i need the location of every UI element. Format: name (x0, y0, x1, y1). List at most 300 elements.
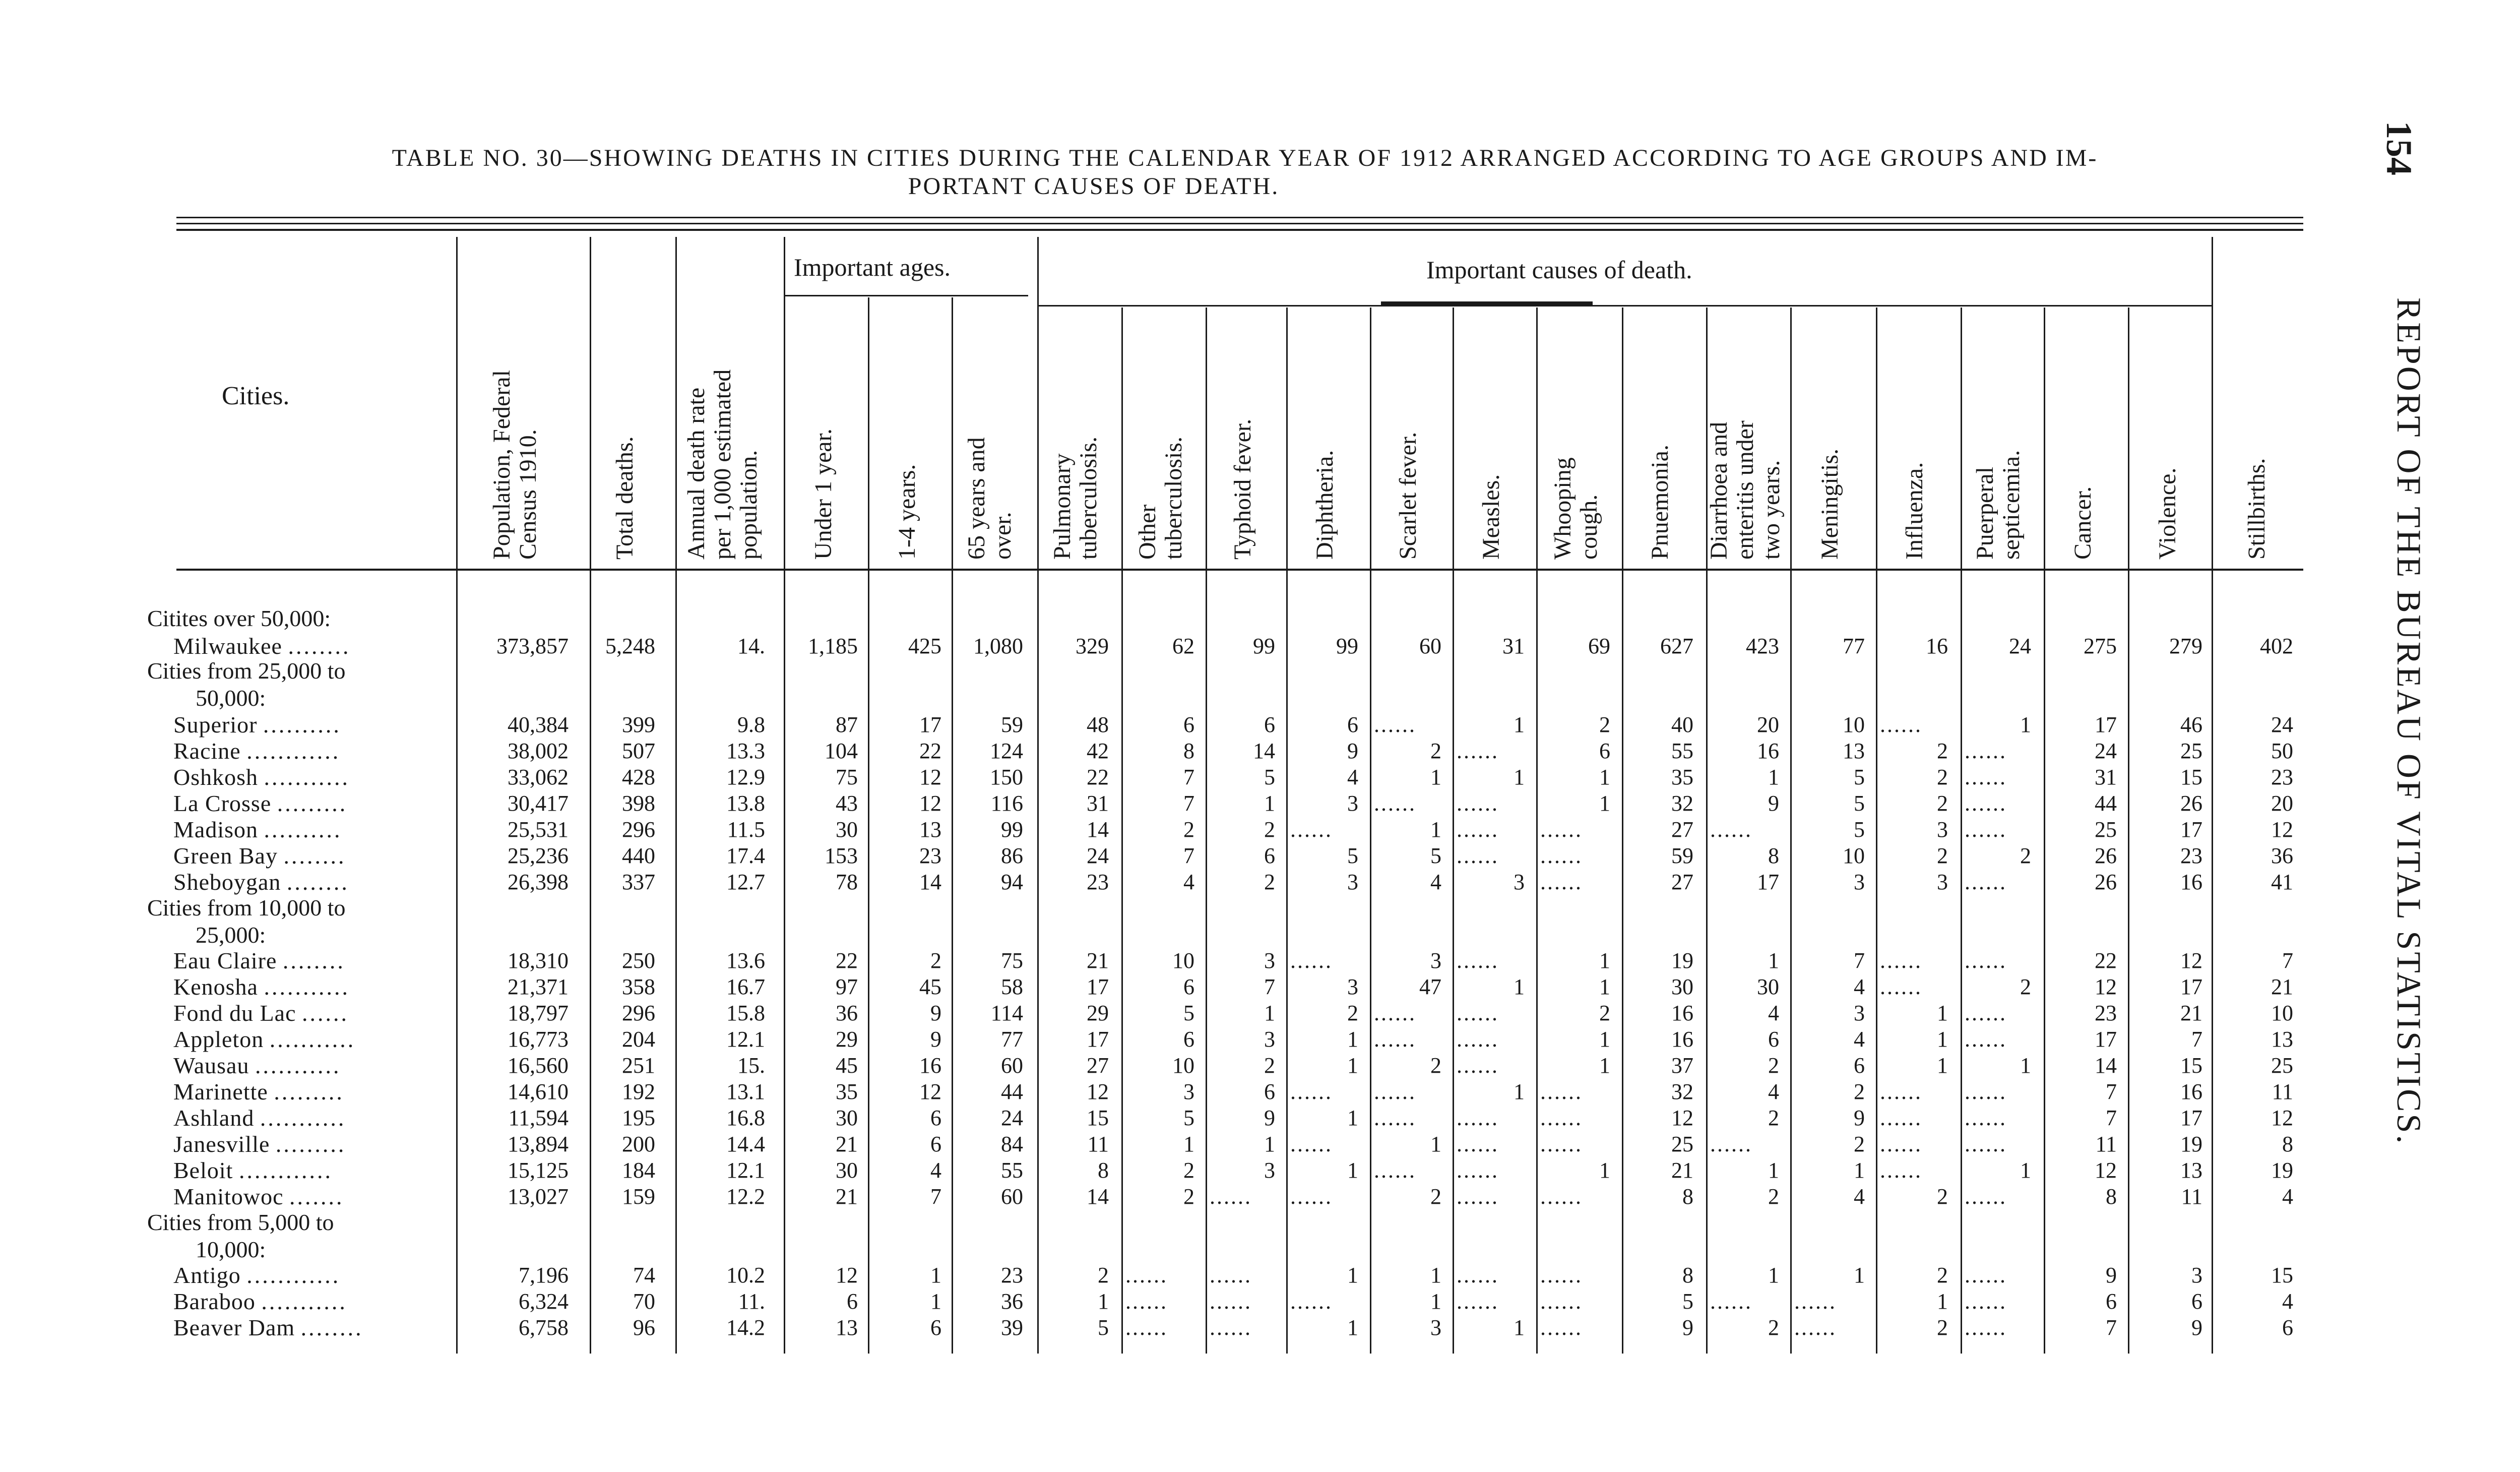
table-cell-pneumonia: 8 (1682, 1263, 1693, 1287)
cities-column-header: Cities. (222, 382, 290, 410)
column-header-total (612, 247, 638, 560)
column-header-influenza (1902, 247, 1928, 560)
table-cell-meningitis: 3 (1854, 870, 1865, 894)
table-cell-pulm_tb: 23 (1087, 870, 1109, 894)
table-cell-puerperal: 1 (2020, 712, 2031, 737)
table-cell-stillbirths: 4 (2282, 1289, 2293, 1314)
table-cell-measles: ...... (1457, 1263, 1499, 1287)
table-cell-y65: 75 (1001, 948, 1023, 973)
table-cell-cancer: 44 (2095, 791, 2117, 816)
table-cell-stillbirths: 12 (2271, 1106, 2293, 1130)
table-cell-diarrhoea: 2 (1768, 1315, 1779, 1340)
table-cell-diphtheria: 2 (1347, 1001, 1358, 1025)
city-name (147, 632, 455, 660)
table-cell-other_tb: ...... (1125, 1289, 1168, 1314)
table-cell-other_tb: 1 (1183, 1132, 1194, 1156)
city-name (147, 1052, 455, 1080)
table-cell-measles: ...... (1457, 1158, 1499, 1183)
table-cell-measles: 1 (1514, 765, 1525, 789)
table-cell-other_tb: 6 (1183, 1027, 1194, 1052)
table-cell-under1: 30 (836, 817, 858, 842)
table-cell-puerperal: ...... (1965, 739, 2007, 763)
table-cell-scarlet: ...... (1374, 1027, 1416, 1052)
table-cell-diphtheria: 99 (1336, 634, 1358, 658)
table-cell-other_tb: 62 (1172, 634, 1194, 658)
table-cell-puerperal: ...... (1965, 791, 2007, 816)
table-cell-y65: 94 (1001, 870, 1023, 894)
table-cell-pneumonia: 16 (1671, 1027, 1693, 1052)
column-header-diarrhoea (1706, 247, 1785, 560)
table-cell-under1: 21 (836, 1184, 858, 1209)
table-cell-violence: 21 (2180, 1001, 2202, 1025)
table-cell-diarrhoea: 4 (1768, 1079, 1779, 1104)
table-cell-other_tb: 7 (1183, 843, 1194, 868)
column-header-under1 (810, 247, 837, 560)
table-cell-pneumonia: 59 (1671, 843, 1693, 868)
table-cell-measles: ...... (1457, 948, 1499, 973)
table-cell-pulm_tb: 1 (1098, 1289, 1109, 1314)
table-cell-diarrhoea: ...... (1710, 817, 1752, 842)
table-cell-rate: 16.8 (726, 1106, 765, 1130)
table-cell-stillbirths: 11 (2272, 1079, 2293, 1104)
column-header-line: Pnuemonia. (1647, 445, 1673, 560)
table-cell-diphtheria: ...... (1290, 1289, 1333, 1314)
column-header-line: two years. (1758, 460, 1785, 560)
column-header-cancer (2070, 247, 2096, 560)
table-cell-population: 7,196 (519, 1263, 569, 1287)
column-separator (1206, 308, 1207, 1354)
table-cell-diphtheria: ...... (1290, 817, 1333, 842)
table-cell-pulm_tb: 21 (1087, 948, 1109, 973)
column-header-line: Meningitis. (1816, 448, 1843, 560)
table-cell-population: 38,002 (508, 739, 569, 763)
table-cell-influenza: ...... (1880, 1106, 1922, 1130)
column-header-scarlet (1395, 247, 1421, 560)
table-cell-whooping: ...... (1540, 1289, 1583, 1314)
table-cell-stillbirths: 6 (2282, 1315, 2293, 1340)
table-cell-stillbirths: 4 (2282, 1184, 2293, 1209)
table-cell-influenza: 1 (1937, 1027, 1948, 1052)
table-cell-stillbirths: 23 (2271, 765, 2293, 789)
table-cell-population: 11,594 (508, 1106, 569, 1130)
table-cell-total: 250 (622, 948, 655, 973)
leader-dots: ........ (286, 869, 349, 895)
table-cell-pulm_tb: 329 (1076, 634, 1109, 658)
table-cell-diarrhoea: 2 (1768, 1106, 1779, 1130)
table-cell-typhoid: 6 (1264, 1079, 1275, 1104)
table-cell-under1: 1,185 (808, 634, 858, 658)
table-cell-y65: 58 (1001, 974, 1023, 999)
city-name-text: Oshkosh (173, 764, 259, 790)
table-cell-y1_4: 4 (930, 1158, 941, 1183)
city-name-text: Manitowoc (173, 1184, 284, 1209)
table-cell-violence: 23 (2180, 843, 2202, 868)
table-cell-population: 373,857 (496, 634, 569, 658)
table-cell-influenza: 2 (1937, 843, 1948, 868)
city-name (147, 1025, 455, 1054)
table-cell-puerperal: 2 (2020, 843, 2031, 868)
table-cell-diarrhoea: 8 (1768, 843, 1779, 868)
column-header-line: tuberculosis. (1160, 437, 1187, 560)
table-cell-rate: 13.6 (726, 948, 765, 973)
table-cell-whooping: 1 (1599, 974, 1610, 999)
table-cell-rate: 16.7 (726, 974, 765, 999)
table-cell-under1: 29 (836, 1027, 858, 1052)
table-cell-stillbirths: 36 (2271, 843, 2293, 868)
table-cell-cancer: 17 (2095, 1027, 2117, 1052)
table-cell-diphtheria: 1 (1347, 1027, 1358, 1052)
table-cell-diarrhoea: 6 (1768, 1027, 1779, 1052)
column-header-line: Typhoid fever. (1229, 418, 1256, 560)
city-name-text: Janesville (173, 1131, 270, 1157)
city-name-text: Milwaukee (173, 633, 282, 659)
leader-dots: ........ (300, 1315, 363, 1340)
table-cell-stillbirths: 402 (2260, 634, 2293, 658)
table-cell-scarlet: 3 (1430, 948, 1441, 973)
table-cell-y1_4: 1 (930, 1263, 941, 1287)
table-cell-diphtheria: 5 (1347, 843, 1358, 868)
leader-dots: ........... (261, 1289, 347, 1314)
table-cell-other_tb: 10 (1172, 1053, 1194, 1078)
column-header-line: per 1,000 estimated (709, 369, 736, 560)
table-cell-y1_4: 6 (930, 1132, 941, 1156)
table-cell-diarrhoea: 20 (1757, 712, 1779, 737)
table-cell-pneumonia: 19 (1671, 948, 1693, 973)
table-cell-diphtheria: 1 (1347, 1158, 1358, 1183)
column-header-line: 1-4 years. (894, 464, 920, 560)
table-cell-violence: 279 (2169, 634, 2202, 658)
table-cell-y65: 114 (990, 1001, 1023, 1025)
table-cell-other_tb: 8 (1183, 739, 1194, 763)
table-cell-influenza: ...... (1880, 1132, 1922, 1156)
table-cell-under1: 21 (836, 1132, 858, 1156)
column-header-line: cough. (1576, 494, 1602, 560)
table-cell-diarrhoea: 1 (1768, 1263, 1779, 1287)
column-header-line: Stillbirths. (2243, 458, 2270, 560)
table-cell-total: 398 (622, 791, 655, 816)
table-cell-stillbirths: 7 (2282, 948, 2293, 973)
table-cell-typhoid: 3 (1264, 1158, 1275, 1183)
column-header-line: Population, Federal (488, 370, 515, 560)
table-cell-other_tb: ...... (1125, 1315, 1168, 1340)
table-cell-whooping: ...... (1540, 1132, 1583, 1156)
table-cell-whooping: 1 (1599, 1027, 1610, 1052)
table-cell-diphtheria: 4 (1347, 765, 1358, 789)
city-name (147, 763, 455, 791)
table-cell-diarrhoea: 1 (1768, 765, 1779, 789)
column-separator (590, 237, 591, 1354)
leader-dots: .......... (264, 817, 342, 842)
table-cell-pulm_tb: 14 (1087, 1184, 1109, 1209)
table-cell-typhoid: 99 (1253, 634, 1275, 658)
table-cell-violence: 3 (2191, 1263, 2202, 1287)
table-cell-meningitis: 13 (1843, 739, 1865, 763)
table-cell-scarlet: 1 (1430, 1289, 1441, 1314)
table-cell-pneumonia: 32 (1671, 791, 1693, 816)
table-cell-measles: 31 (1502, 634, 1525, 658)
table-cell-whooping: 1 (1599, 1053, 1610, 1078)
table-cell-stillbirths: 10 (2271, 1001, 2293, 1025)
column-separator (784, 237, 785, 1354)
column-separator (1370, 308, 1371, 1354)
leader-dots: ........... (255, 1053, 341, 1078)
table-cell-puerperal: ...... (1965, 1079, 2007, 1104)
table-cell-population: 6,324 (519, 1289, 569, 1314)
table-cell-diarrhoea: ...... (1710, 1132, 1752, 1156)
table-cell-total: 184 (622, 1158, 655, 1183)
table-title-line2: PORTANT CAUSES OF DEATH. (908, 173, 1280, 200)
table-cell-under1: 36 (836, 1001, 858, 1025)
table-cell-puerperal: ...... (1965, 1289, 2007, 1314)
table-cell-y1_4: 425 (908, 634, 941, 658)
table-cell-pulm_tb: 31 (1087, 791, 1109, 816)
table-cell-measles: ...... (1457, 739, 1499, 763)
table-cell-diphtheria: 3 (1347, 791, 1358, 816)
table-cell-y65: 23 (1001, 1263, 1023, 1287)
column-header-population (489, 247, 541, 560)
table-cell-rate: 11. (738, 1289, 765, 1314)
table-cell-other_tb: 2 (1183, 817, 1194, 842)
table-cell-violence: 15 (2180, 765, 2202, 789)
table-cell-pulm_tb: 42 (1087, 739, 1109, 763)
column-header-stillbirths (2244, 247, 2270, 560)
table-cell-typhoid: 3 (1264, 948, 1275, 973)
city-name-text: Eau Claire (173, 948, 277, 973)
table-cell-cancer: 11 (2095, 1132, 2117, 1156)
table-cell-total: 251 (622, 1053, 655, 1078)
table-cell-pulm_tb: 29 (1087, 1001, 1109, 1025)
table-cell-meningitis: ...... (1794, 1289, 1837, 1314)
table-cell-violence: 9 (2191, 1315, 2202, 1340)
table-cell-puerperal: ...... (1965, 817, 2007, 842)
table-cell-scarlet: 3 (1430, 1315, 1441, 1340)
table-cell-under1: 75 (836, 765, 858, 789)
table-cell-stillbirths: 24 (2271, 712, 2293, 737)
table-cell-pneumonia: 12 (1671, 1106, 1693, 1130)
table-cell-pulm_tb: 11 (1087, 1132, 1109, 1156)
table-cell-rate: 15. (737, 1053, 765, 1078)
table-cell-typhoid: 1 (1264, 1132, 1275, 1156)
table-cell-meningitis: 6 (1854, 1053, 1865, 1078)
table-cell-cancer: 22 (2095, 948, 2117, 973)
table-cell-stillbirths: 41 (2271, 870, 2293, 894)
table-cell-measles: ...... (1457, 1106, 1499, 1130)
table-cell-diphtheria: ...... (1290, 1132, 1333, 1156)
table-cell-y1_4: 7 (930, 1184, 941, 1209)
leader-dots: ....... (289, 1184, 344, 1209)
top-rule-1 (176, 217, 2303, 218)
table-cell-cancer: 8 (2106, 1184, 2117, 1209)
table-cell-stillbirths: 8 (2282, 1132, 2293, 1156)
table-cell-meningitis: 5 (1854, 765, 1865, 789)
table-cell-population: 40,384 (508, 712, 569, 737)
city-name-text: Green Bay (173, 843, 278, 869)
table-cell-violence: 17 (2180, 1106, 2202, 1130)
city-name (147, 737, 455, 765)
city-name (147, 868, 455, 896)
table-cell-y1_4: 6 (930, 1315, 941, 1340)
table-cell-meningitis: 77 (1843, 634, 1865, 658)
column-header-line: tuberculosis. (1075, 437, 1102, 560)
table-cell-pulm_tb: 8 (1098, 1158, 1109, 1183)
table-cell-influenza: 2 (1937, 765, 1948, 789)
table-cell-diarrhoea: 16 (1757, 739, 1779, 763)
table-cell-violence: 17 (2180, 974, 2202, 999)
city-name-text: Baraboo (173, 1289, 256, 1314)
table-cell-y1_4: 2 (930, 948, 941, 973)
table-cell-scarlet: ...... (1374, 791, 1416, 816)
table-cell-influenza: 2 (1937, 1263, 1948, 1287)
table-cell-under1: 6 (847, 1289, 858, 1314)
table-cell-y65: 36 (1001, 1289, 1023, 1314)
leader-dots: ........... (269, 1026, 356, 1052)
column-separator (1790, 308, 1792, 1354)
city-name-text: Ashland (173, 1105, 255, 1131)
leader-dots: ............ (238, 1157, 333, 1183)
table-cell-puerperal: ...... (1965, 1263, 2007, 1287)
city-name (147, 816, 455, 844)
top-rule-3 (176, 229, 2303, 231)
table-cell-typhoid: 3 (1264, 1027, 1275, 1052)
table-cell-violence: 6 (2191, 1289, 2202, 1314)
section-heading (147, 1209, 460, 1263)
table-cell-diphtheria: 1 (1347, 1106, 1358, 1130)
table-cell-y65: 150 (990, 765, 1023, 789)
table-cell-under1: 30 (836, 1106, 858, 1130)
city-name-text: Marinette (173, 1079, 268, 1105)
table-cell-measles: 1 (1514, 1315, 1525, 1340)
table-cell-typhoid: 2 (1264, 1053, 1275, 1078)
city-name (147, 789, 455, 818)
table-cell-cancer: 14 (2095, 1053, 2117, 1078)
column-separator (1622, 308, 1623, 1354)
leader-dots: ......... (277, 790, 348, 816)
table-cell-pulm_tb: 17 (1087, 974, 1109, 999)
city-name (147, 947, 455, 975)
table-cell-total: 399 (622, 712, 655, 737)
table-cell-diphtheria: ...... (1290, 1079, 1333, 1104)
table-cell-under1: 43 (836, 791, 858, 816)
table-cell-other_tb: 6 (1183, 712, 1194, 737)
column-header-diphtheria (1312, 247, 1338, 560)
table-cell-population: 18,310 (508, 948, 569, 973)
table-cell-scarlet: 2 (1430, 1053, 1441, 1078)
city-name (147, 1183, 455, 1211)
section-heading (147, 657, 460, 712)
column-header-whooping (1550, 247, 1602, 560)
table-cell-diphtheria: ...... (1290, 948, 1333, 973)
column-separator (1961, 308, 1962, 1354)
table-cell-total: 428 (622, 765, 655, 789)
table-cell-stillbirths: 20 (2271, 791, 2293, 816)
column-header-pulm_tb (1049, 247, 1102, 560)
city-name (147, 842, 455, 870)
table-cell-whooping: 1 (1599, 791, 1610, 816)
city-name-text: Appleton (173, 1026, 264, 1052)
column-separator (2212, 237, 2213, 1354)
table-cell-pulm_tb: 27 (1087, 1053, 1109, 1078)
table-cell-rate: 17.4 (726, 843, 765, 868)
table-cell-total: 204 (622, 1027, 655, 1052)
table-cell-total: 195 (622, 1106, 655, 1130)
column-header-line: Diarrhoea and (1706, 421, 1732, 560)
section-heading-line: Citites over 50,000: (147, 605, 331, 631)
table-cell-under1: 45 (836, 1053, 858, 1078)
table-cell-influenza: 3 (1937, 870, 1948, 894)
table-cell-typhoid: ...... (1210, 1289, 1252, 1314)
column-separator (868, 297, 869, 1354)
table-cell-y65: 86 (1001, 843, 1023, 868)
table-cell-scarlet: 47 (1419, 974, 1441, 999)
table-cell-scarlet: ...... (1374, 1001, 1416, 1025)
table-cell-cancer: 24 (2095, 739, 2117, 763)
table-cell-y65: 39 (1001, 1315, 1023, 1340)
table-cell-under1: 97 (836, 974, 858, 999)
table-cell-puerperal: ...... (1965, 765, 2007, 789)
table-cell-y1_4: 12 (919, 791, 941, 816)
column-separator (1037, 237, 1039, 1354)
table-cell-total: 192 (622, 1079, 655, 1104)
table-cell-under1: 12 (836, 1263, 858, 1287)
table-cell-influenza: 2 (1937, 739, 1948, 763)
table-cell-pulm_tb: 15 (1087, 1106, 1109, 1130)
table-cell-puerperal: ...... (1965, 1132, 2007, 1156)
table-cell-stillbirths: 25 (2271, 1053, 2293, 1078)
column-header-line: over. (989, 512, 1016, 560)
table-cell-measles: 1 (1514, 974, 1525, 999)
table-cell-total: 96 (633, 1315, 655, 1340)
page-number: 154 (2379, 121, 2419, 175)
table-cell-measles: ...... (1457, 1053, 1499, 1078)
table-cell-pneumonia: 25 (1671, 1132, 1693, 1156)
table-cell-rate: 13.8 (726, 791, 765, 816)
table-cell-under1: 153 (825, 843, 858, 868)
column-header-line: Scarlet fever. (1395, 432, 1421, 560)
table-cell-other_tb: 5 (1183, 1106, 1194, 1130)
leader-dots: ........ (282, 948, 345, 973)
table-cell-under1: 30 (836, 1158, 858, 1183)
table-cell-measles: ...... (1457, 1001, 1499, 1025)
column-header-line: Measles. (1478, 474, 1504, 560)
table-cell-rate: 13.1 (726, 1079, 765, 1104)
table-cell-scarlet: 60 (1419, 634, 1441, 658)
table-cell-cancer: 12 (2095, 1158, 2117, 1183)
leader-dots: ........... (260, 1105, 346, 1131)
table-cell-population: 33,062 (508, 765, 569, 789)
table-cell-pneumonia: 40 (1671, 712, 1693, 737)
table-cell-other_tb: 2 (1183, 1158, 1194, 1183)
table-cell-typhoid: 2 (1264, 870, 1275, 894)
table-cell-scarlet: 4 (1430, 870, 1441, 894)
table-cell-pneumonia: 627 (1660, 634, 1693, 658)
table-cell-meningitis: 4 (1854, 1027, 1865, 1052)
table-cell-y1_4: 16 (919, 1053, 941, 1078)
table-cell-y65: 55 (1001, 1158, 1023, 1183)
city-name (147, 1314, 455, 1342)
table-cell-puerperal: ...... (1965, 870, 2007, 894)
column-separator (1453, 308, 1454, 1354)
table-cell-pulm_tb: 12 (1087, 1079, 1109, 1104)
leader-dots: .......... (263, 712, 341, 738)
table-cell-diarrhoea: 1 (1768, 1158, 1779, 1183)
leader-dots: ........ (283, 843, 346, 869)
table-cell-total: 5,248 (605, 634, 655, 658)
table-cell-meningitis: 2 (1854, 1132, 1865, 1156)
table-cell-y1_4: 12 (919, 1079, 941, 1104)
table-cell-whooping: ...... (1540, 870, 1583, 894)
table-cell-diarrhoea: 17 (1757, 870, 1779, 894)
table-cell-violence: 16 (2180, 1079, 2202, 1104)
